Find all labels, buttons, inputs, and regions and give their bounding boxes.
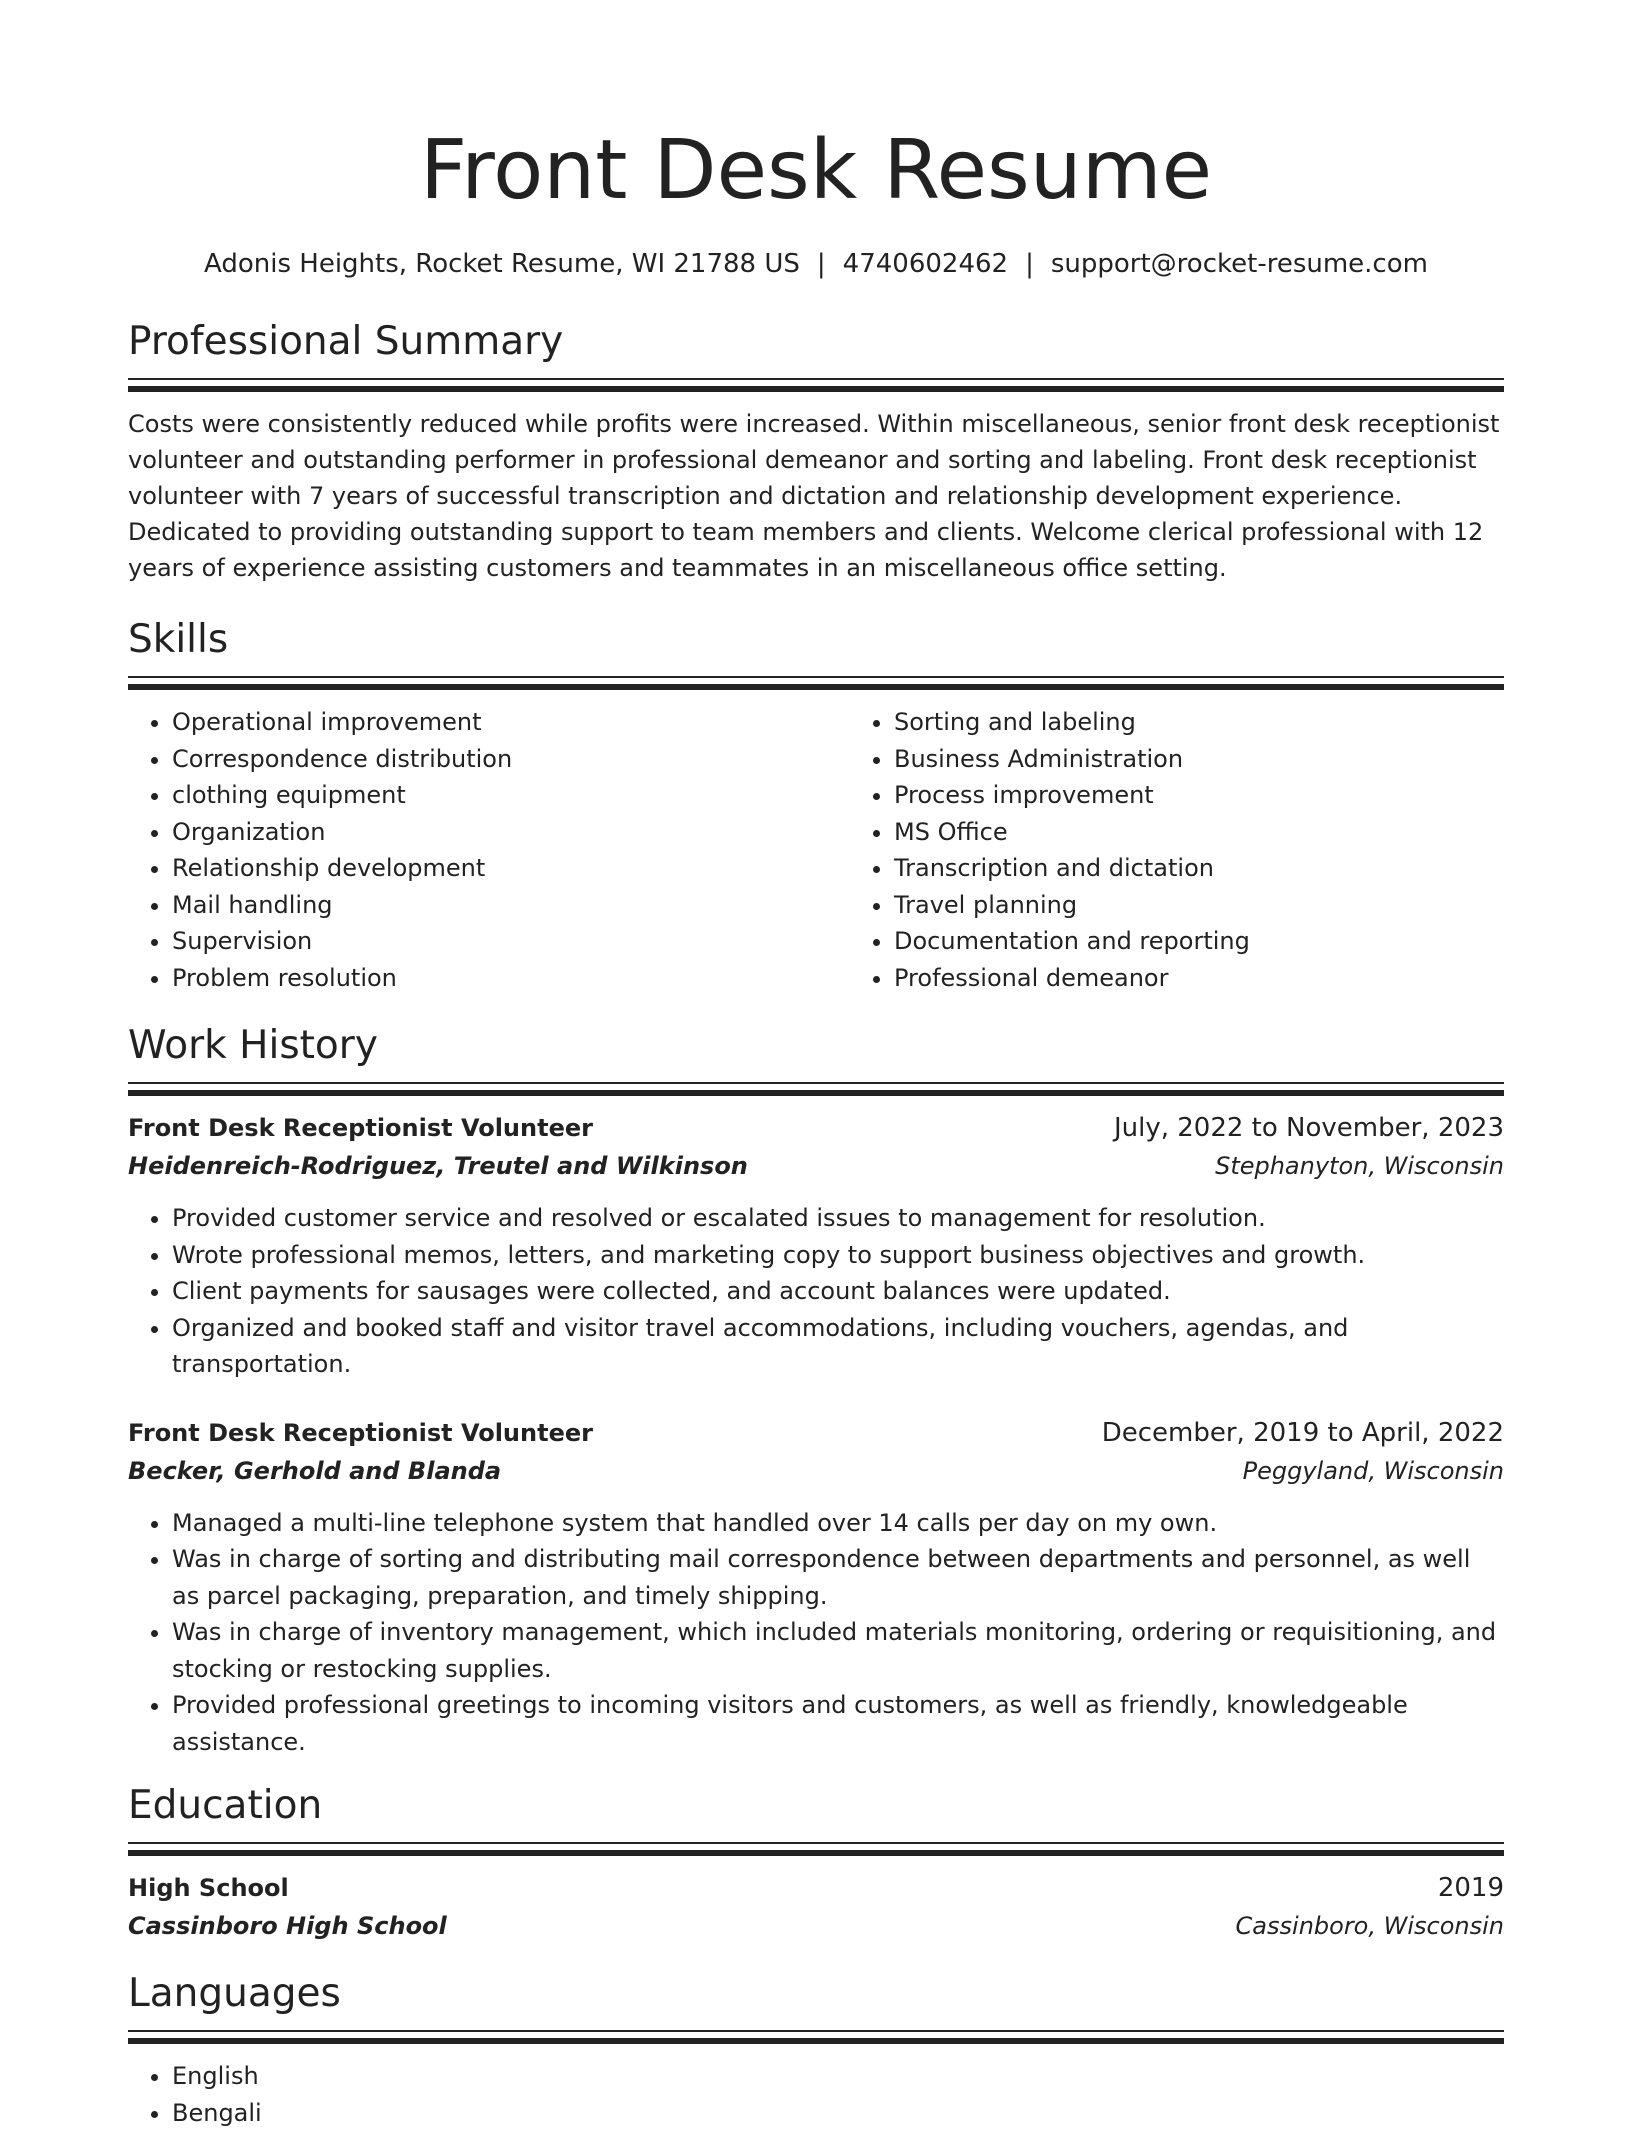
job-location: Stephanyton, Wisconsin [1215, 1146, 1504, 1186]
skill-item: • Transcription and dictation [894, 850, 1250, 887]
section-divider [128, 378, 1504, 392]
job-location: Peggyland, Wisconsin [1243, 1451, 1504, 1491]
section-heading: Work History [128, 1020, 1504, 1072]
skill-item: • Organization [172, 814, 850, 851]
job-bullet: • Provided customer service and resolved or escalated issues to management for resolution. [172, 1200, 1504, 1237]
contact-email: support@rocket-resume.com [1051, 249, 1428, 279]
job-entry [128, 1110, 1504, 1383]
section-education [128, 1780, 1504, 1946]
job-bullet: • Managed a multi-line telephone system that handled over 14 calls per day on my own. [172, 1505, 1504, 1542]
education-entry [128, 1870, 1504, 1946]
job-bullets [128, 1505, 1504, 1761]
skill-item: • Professional demeanor [894, 960, 1250, 997]
resume-title: Front Desk Resume [128, 0, 1504, 224]
skills-list-left [128, 704, 850, 996]
job-bullet: • Provided professional greetings to incoming visitors and customers, as well as friendly, knowledgeable assistance. [172, 1687, 1504, 1760]
job-bullet: • Wrote professional memos, letters, and marketing copy to support business objectives and growth. [172, 1237, 1504, 1274]
contact-phone: 4740602462 [843, 249, 1008, 279]
skill-item: • Business Administration [894, 741, 1250, 778]
job-entry [128, 1415, 1504, 1761]
education-degree: High School [128, 1870, 289, 1906]
education-location: Cassinboro, Wisconsin [1236, 1906, 1504, 1946]
contact-address: Adonis Heights, Rocket Resume, WI 21788 US [204, 249, 800, 279]
skill-item: • Process improvement [894, 777, 1250, 814]
section-professional-summary [128, 316, 1504, 586]
language-item: • English [172, 2058, 1504, 2095]
skill-item: • Travel planning [894, 887, 1250, 924]
summary-text: Costs were consistently reduced while profits were increased. Within miscellaneous, senior front desk receptionist volunteer and outstanding performer in professional demeanor and sorting and labeling. Front desk receptionist volunteer with 7 years of successful transcription and dictation and relationship development experience. Dedicated to providing outstanding support to team members and clients. Welcome clerical professional with 12 years of experience assisting customers and teammates in an miscellaneous office setting. [128, 406, 1504, 586]
job-bullet: • Was in charge of inventory management, which included materials monitoring, ordering or requisitioning, and stocking or restocking supplies. [172, 1614, 1504, 1687]
skill-item: • Sorting and labeling [894, 704, 1250, 741]
job-subheader [128, 1146, 1504, 1186]
job-subheader [128, 1451, 1504, 1491]
section-heading: Professional Summary [128, 316, 1504, 368]
skills-list-right [850, 704, 1250, 996]
job-company: Heidenreich-Rodriguez, Treutel and Wilkinson [128, 1146, 748, 1186]
education-header [128, 1870, 1504, 1906]
job-bullet: • Was in charge of sorting and distributing mail correspondence between departments and personnel, as well as parcel packaging, preparation, and timely shipping. [172, 1541, 1504, 1614]
skill-item: • clothing equipment [172, 777, 850, 814]
skill-item: • Problem resolution [172, 960, 850, 997]
job-bullets [128, 1200, 1504, 1383]
skill-item: • Relationship development [172, 850, 850, 887]
section-heading: Languages [128, 1968, 1504, 2020]
education-school: Cassinboro High School [128, 1906, 447, 1946]
section-divider [128, 1082, 1504, 1096]
job-bullet: • Client payments for sausages were collected, and account balances were updated. [172, 1273, 1504, 1310]
contact-separator: | [1008, 249, 1051, 279]
skill-item: • MS Office [894, 814, 1250, 851]
section-work-history [128, 1020, 1504, 1760]
skills-columns [128, 704, 1504, 996]
education-subheader [128, 1906, 1504, 1946]
job-header [128, 1415, 1504, 1451]
section-divider [128, 676, 1504, 690]
section-heading: Skills [128, 614, 1504, 666]
section-languages [128, 1968, 1504, 2131]
language-item: • Bengali [172, 2095, 1504, 2131]
section-divider [128, 2030, 1504, 2044]
section-heading: Education [128, 1780, 1504, 1832]
contact-separator: | [800, 249, 843, 279]
section-skills [128, 614, 1504, 996]
skill-item: • Correspondence distribution [172, 741, 850, 778]
contact-line [128, 246, 1504, 282]
education-year: 2019 [1438, 1870, 1504, 1906]
skill-item: • Operational improvement [172, 704, 850, 741]
job-company: Becker, Gerhold and Blanda [128, 1451, 501, 1491]
job-dates: December, 2019 to April, 2022 [1102, 1415, 1504, 1451]
job-role: Front Desk Receptionist Volunteer [128, 1415, 593, 1451]
languages-list [128, 2058, 1504, 2131]
skill-item: • Supervision [172, 923, 850, 960]
job-role: Front Desk Receptionist Volunteer [128, 1110, 593, 1146]
skill-item: • Mail handling [172, 887, 850, 924]
job-dates: July, 2022 to November, 2023 [1114, 1110, 1504, 1146]
job-bullet: • Organized and booked staff and visitor travel accommodations, including vouchers, agendas, and transportation. [172, 1310, 1504, 1383]
job-header [128, 1110, 1504, 1146]
skill-item: • Documentation and reporting [894, 923, 1250, 960]
section-divider [128, 1842, 1504, 1856]
